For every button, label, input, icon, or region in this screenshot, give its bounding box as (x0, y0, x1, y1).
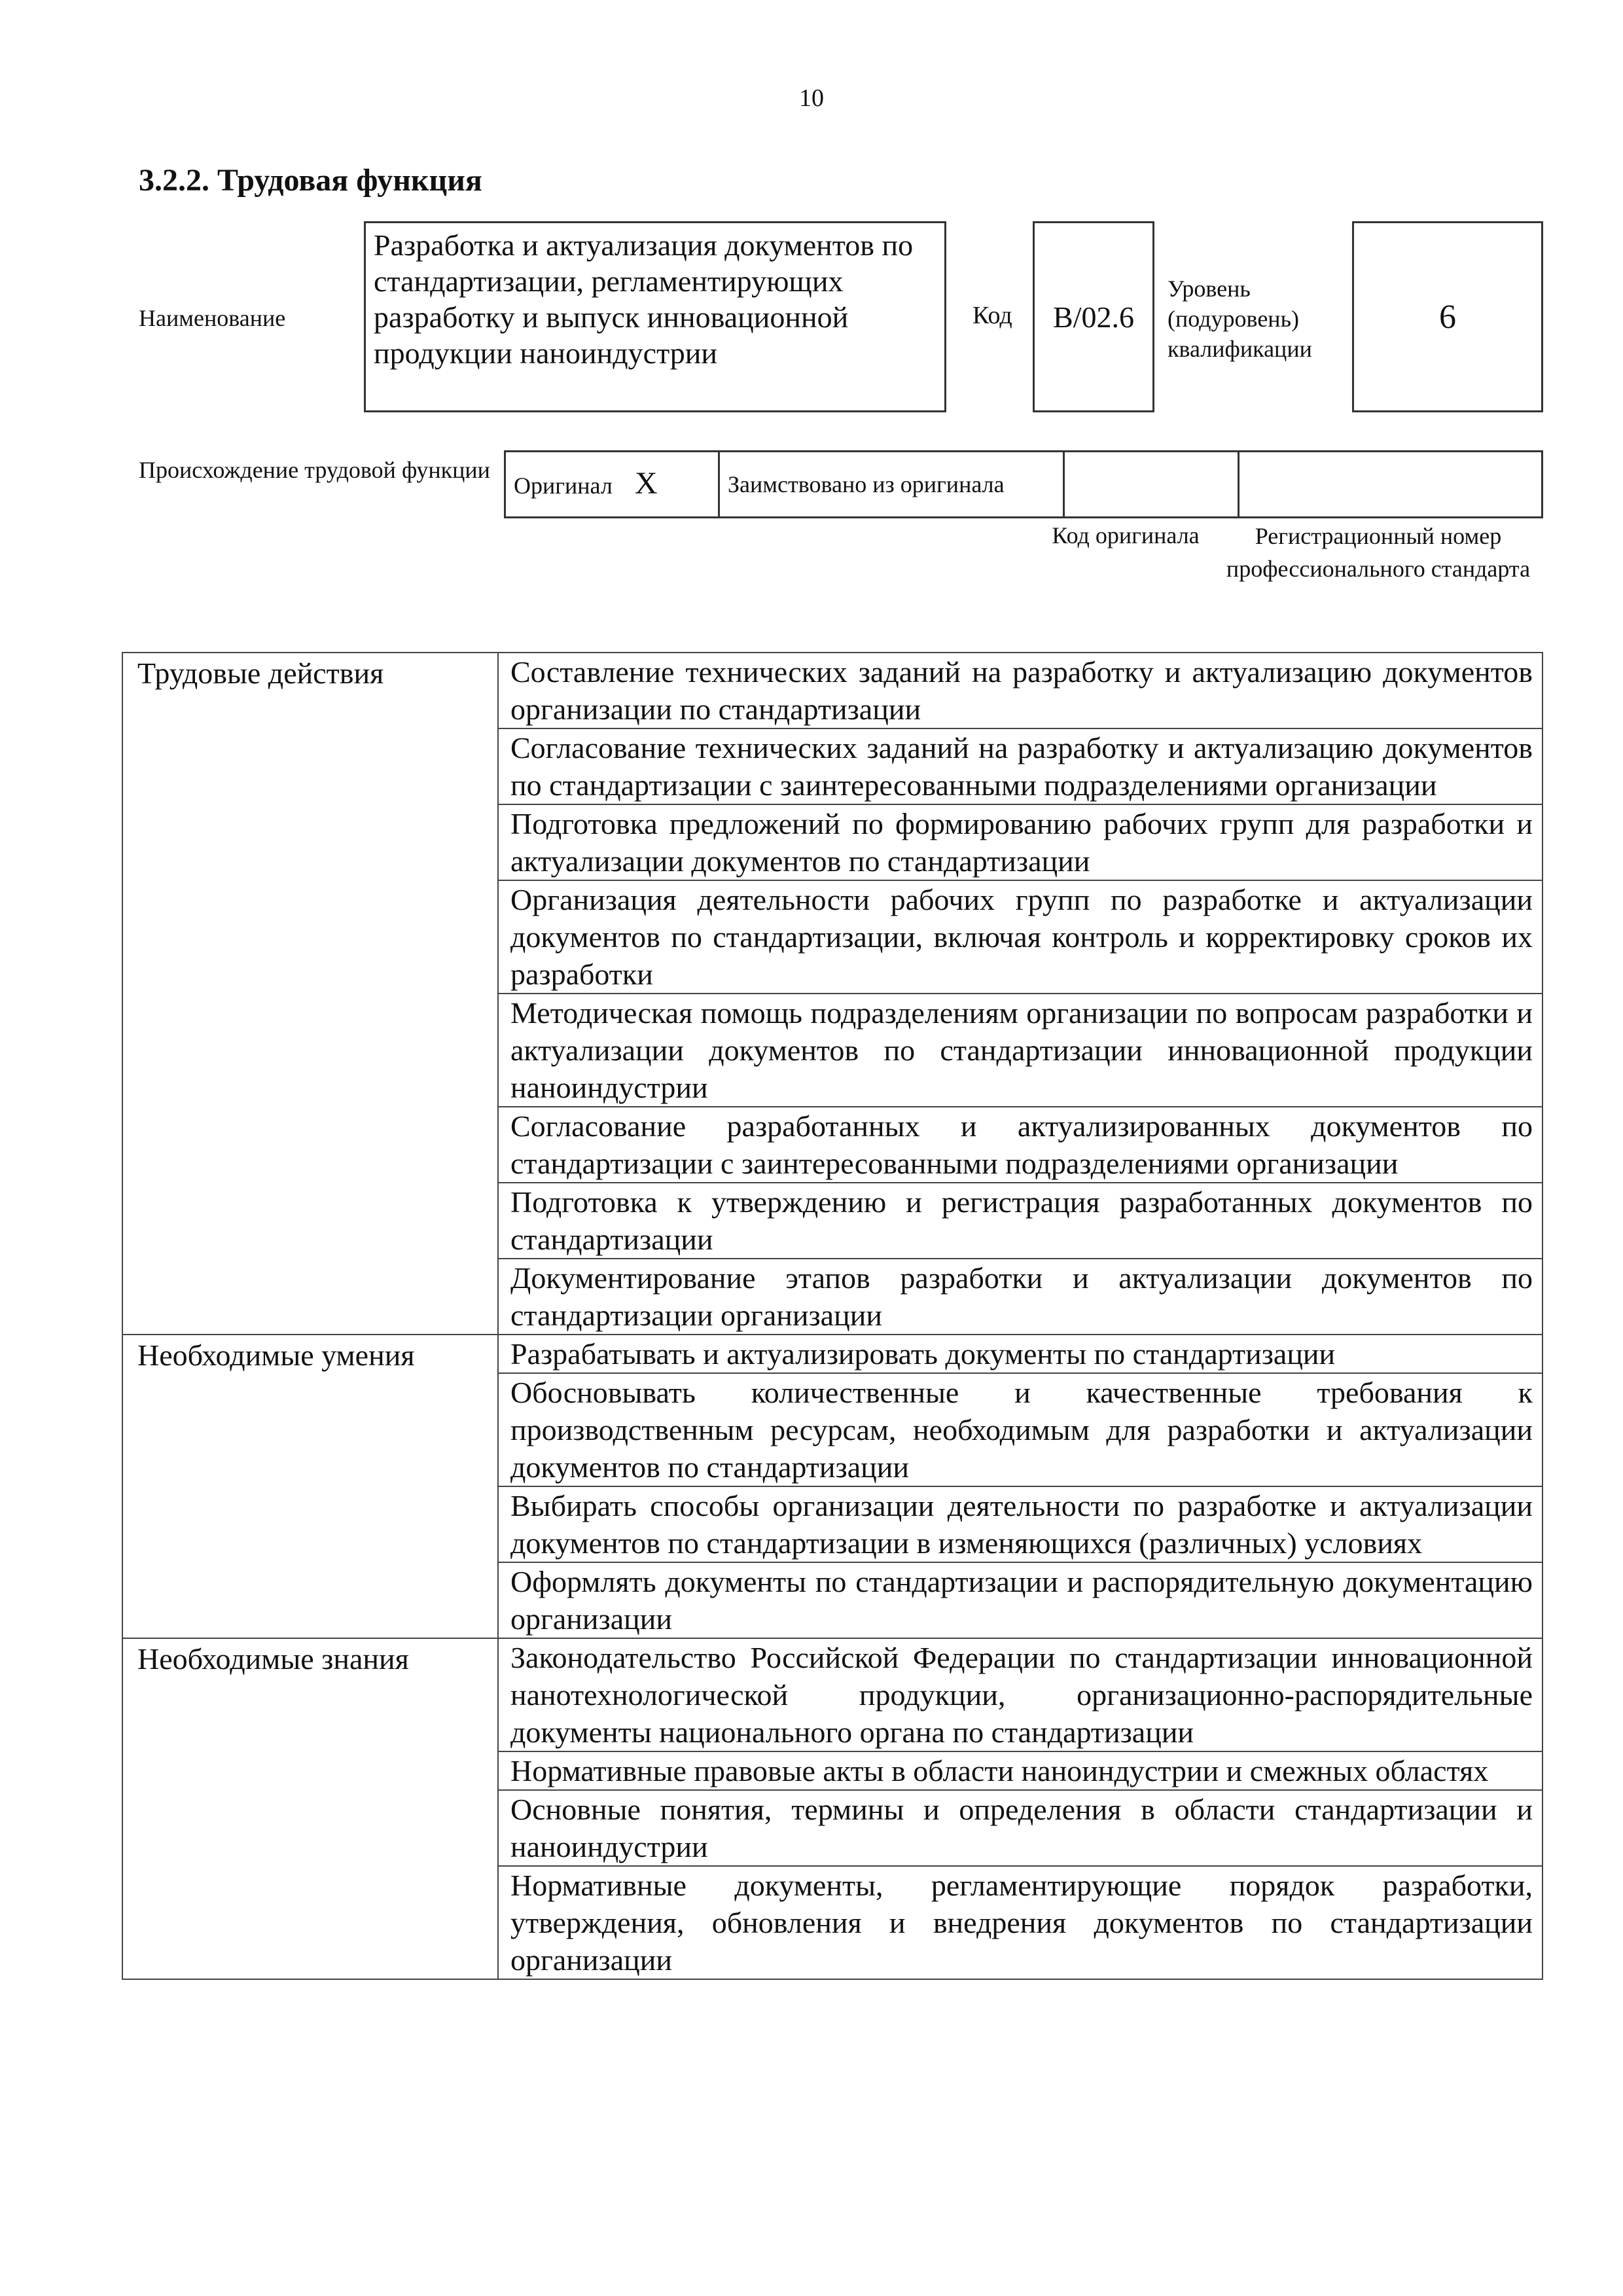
section-item: Основные понятия, термины и определения в области стандартизации и наноиндустрии (498, 1790, 1543, 1866)
page-number: 10 (799, 84, 824, 112)
section-item: Согласование разработанных и актуализированных документов по стандартизации с заинтересованными подразделениями организации (498, 1107, 1543, 1183)
origin-original-cell (505, 452, 719, 518)
origin-reg-cell (1239, 452, 1543, 518)
origin-code-caption: Код оригинала (1052, 522, 1200, 548)
section-item: Нормативные правовые акты в области наноиндустрии и смежных областях (498, 1751, 1543, 1790)
origin-reg-caption: Регистрационный номер профессионального стандарта (1226, 523, 1531, 582)
section-item: Разрабатывать и актуализировать документы по стандартизации (498, 1335, 1543, 1373)
table-row (122, 653, 1543, 728)
origin-original-mark: X (634, 465, 658, 501)
section-item: Подготовка предложений по формированию рабочих групп для разработки и актуализации документов по стандартизации (498, 804, 1543, 880)
section-item: Обосновывать количественные и качественные требования к производственным ресурсам, необходимым для разработки и актуализации документов по стандартизации (498, 1373, 1543, 1486)
section-category: Трудовые действия (122, 653, 498, 1335)
table-row (122, 1335, 1543, 1373)
origin-borrowed-cell (719, 452, 1064, 518)
section-item: Согласование технических заданий на разработку и актуализацию документов по стандартизации с заинтересованными подразделениями организации (498, 728, 1543, 804)
section-category: Необходимые знания (122, 1638, 498, 1979)
origin-borrowed-label: Заимствовано из оригинала (728, 471, 1005, 497)
name-value: Разработка и актуализация документов по стандартизации, регламентирующих разработку и выпуск инновационной продукции наноиндустрии (374, 228, 914, 370)
name-label: Наименование (139, 305, 286, 331)
origin-label (139, 454, 490, 486)
level-label (1168, 274, 1312, 364)
section-item: Оформлять документы по стандартизации и распорядительную документацию организации (498, 1562, 1543, 1638)
level-label-line-3: квалификации (1168, 336, 1312, 362)
section-item: Законодательство Российской Федерации по стандартизации инновационной нанотехнологической продукции, организационно-распорядительные документы национального органа по стандартизации (498, 1638, 1543, 1751)
origin-code-cell (1064, 452, 1239, 518)
section-category: Необходимые умения (122, 1335, 498, 1638)
functions-table (122, 652, 1543, 1980)
level-value: 6 (1439, 298, 1456, 336)
origin-table (504, 450, 1543, 518)
code-value: B/02.6 (1053, 300, 1134, 334)
section-item: Документирование этапов разработки и актуализации документов по стандартизации организации (498, 1259, 1543, 1335)
section-title: 3.2.2. Трудовая функция (139, 163, 482, 198)
level-value-box (1352, 221, 1543, 412)
code-label: Код (972, 302, 1012, 329)
table-row (122, 1638, 1543, 1751)
section-item: Составление технических заданий на разработку и актуализацию документов организации по стандартизации (498, 653, 1543, 728)
section-item: Подготовка к утверждению и регистрация разработанных документов по стандартизации (498, 1183, 1543, 1259)
section-item: Нормативные документы, регламентирующие порядок разработки, утверждения, обновления и внедрения документов по стандартизации организации (498, 1866, 1543, 1979)
name-value-box (364, 221, 946, 412)
level-label-line-2: (подуровень) (1168, 306, 1299, 332)
level-label-line-1: Уровень (1168, 276, 1251, 302)
section-item: Выбирать способы организации деятельности по разработке и актуализации документов по стандартизации в изменяющихся (различных) условиях (498, 1486, 1543, 1562)
section-item: Методическая помощь подразделениям организации по вопросам разработки и актуализации документов по стандартизации инновационной продукции наноиндустрии (498, 994, 1543, 1107)
section-item: Организация деятельности рабочих групп по разработке и актуализации документов по стандартизации, включая контроль и корректировку сроков их разработки (498, 880, 1543, 994)
origin-original-label: Оригинал (514, 472, 613, 499)
code-value-box (1033, 221, 1154, 412)
origin-label-text: Происхождение трудовой функции (139, 457, 490, 483)
